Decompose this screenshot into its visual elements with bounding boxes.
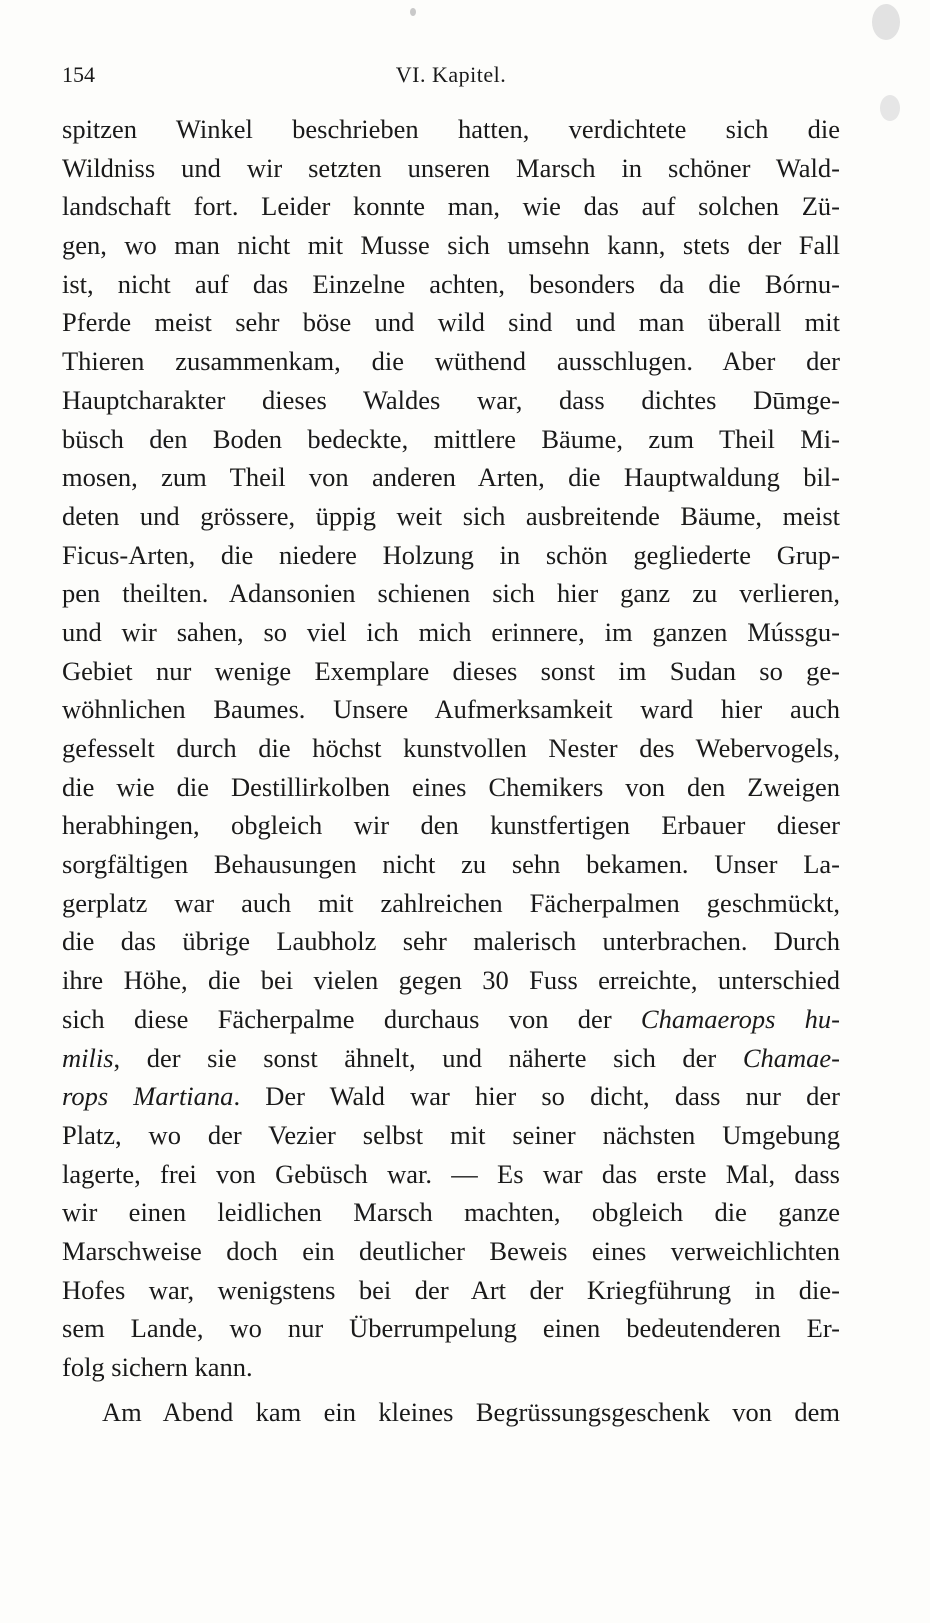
text-line: herabhingen, obgleich wir den kunstfertigen Erbauer dieser: [62, 810, 840, 841]
text-line: die das übrige Laubholz sehr malerisch unterbrachen. Durch: [62, 926, 840, 957]
text-line: deten und grössere, üppig weit sich ausbreitende Bäume, meist: [62, 500, 840, 531]
text-line: Platz, wo der Vezier selbst mit seiner nächsten Umgebung: [62, 1119, 840, 1150]
text-line: büsch den Boden bedeckte, mittlere Bäume, zum Theil Mi-: [62, 423, 840, 454]
text-line: sorgfältigen Behausungen nicht zu sehn bekamen. Unser La-: [62, 849, 840, 880]
text-line: ist, nicht auf das Einzelne achten, besonders da die Bórnu-: [62, 268, 840, 299]
text-line: milis, der sie sonst ähnelt, und näherte sich der Chamae-: [62, 1042, 840, 1073]
text-line: Thieren zusammenkam, die wüthend ausschlugen. Aber der: [62, 346, 840, 377]
text-line: landschaft fort. Leider konnte man, wie das auf solchen Zü-: [62, 191, 840, 222]
text-line: sem Lande, wo nur Überrumpelung einen bedeutenderen Er-: [62, 1313, 840, 1344]
text-line: Am Abend kam ein kleines Begrüssungsgeschenk von dem: [102, 1396, 840, 1427]
body-text: [62, 110, 840, 1431]
italic-term: rops Martiana: [62, 1081, 234, 1112]
text-line: und wir sahen, so viel ich mich erinnere, im ganzen Mússgu-: [62, 616, 840, 647]
ink-speck: [880, 95, 900, 121]
text-line: Hauptcharakter dieses Waldes war, dass dichtes Dūmge-: [62, 384, 840, 415]
page-number: 154: [62, 62, 95, 87]
text-line: mosen, zum Theil von anderen Arten, die Hauptwaldung bil-: [62, 462, 840, 493]
text-line: gerplatz war auch mit zahlreichen Fächerpalmen geschmückt,: [62, 887, 840, 918]
text-line: wöhnlichen Baumes. Unsere Aufmerksamkeit ward hier auch: [62, 694, 840, 725]
italic-term: Chamaerops hu-: [640, 1003, 840, 1034]
ink-speck: [872, 4, 900, 40]
italic-term: Chamae-: [742, 1042, 840, 1073]
text-line: die wie die Destillirkolben eines Chemikers von den Zweigen: [62, 771, 840, 802]
italic-term: milis: [62, 1042, 114, 1073]
page-header: [62, 60, 840, 90]
text-line: Wildniss und wir setzten unseren Marsch in schöner Wald-: [62, 152, 840, 183]
text-line: Ficus-Arten, die niedere Holzung in schön gegliederte Grup-: [62, 539, 840, 570]
text-line: pen theilten. Adansonien schienen sich hier ganz zu verlieren,: [62, 578, 840, 609]
text-line: Pferde meist sehr böse und wild sind und man überall mit: [62, 307, 840, 338]
text-line: wir einen leidlichen Marsch machten, obgleich die ganze: [62, 1197, 840, 1228]
text-line: rops Martiana. Der Wald war hier so dicht, dass nur der: [62, 1081, 840, 1112]
text-line: gen, wo man nicht mit Musse sich umsehn kann, stets der Fall: [62, 230, 840, 261]
text-line: sich diese Fächerpalme durchaus von der Chamaerops hu-: [62, 1003, 840, 1034]
text-line: Marschweise doch ein deutlicher Beweis eines verweichlichten: [62, 1235, 840, 1266]
text-line: Hofes war, wenigstens bei der Art der Kriegführung in die-: [62, 1274, 840, 1305]
text-line: ihre Höhe, die bei vielen gegen 30 Fuss erreichte, unterschied: [62, 965, 840, 996]
text-line: lagerte, frei von Gebüsch war. — Es war das erste Mal, dass: [62, 1158, 840, 1189]
ink-speck: [410, 8, 416, 16]
text-line: gefesselt durch die höchst kunstvollen Nester des Webervogels,: [62, 733, 840, 763]
running-head: VI. Kapitel.: [395, 62, 507, 87]
text-line: spitzen Winkel beschrieben hatten, verdichtete sich die: [62, 114, 840, 144]
text-line: Gebiet nur wenige Exemplare dieses sonst im Sudan so ge-: [62, 655, 840, 686]
text-line: folg sichern kann.: [62, 1352, 253, 1382]
